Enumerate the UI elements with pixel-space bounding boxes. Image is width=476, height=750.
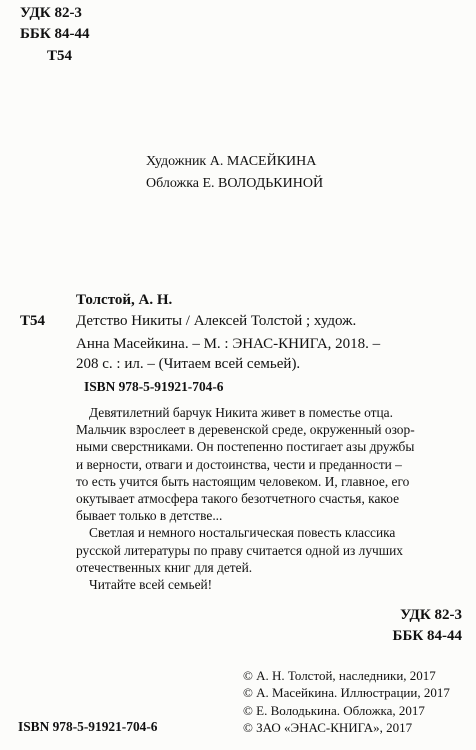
annotation-line: ными сверстниками. Он постепенно постигает азы дружбы	[76, 439, 415, 455]
description-line: Анна Масейкина. – М. : ЭНАС-КНИГА, 2018. –	[76, 336, 381, 352]
udk-code: УДК 82-3	[20, 5, 82, 21]
annotation-line: Светлая и немного ностальгическая повесть классика	[89, 525, 396, 541]
bottom-udk-code: УДК 82-3	[400, 607, 462, 623]
description-line: Детство Никиты / Алексей Толстой ; худож.	[76, 313, 357, 329]
footer-isbn: ISBN 978-5-91921-704-6	[18, 719, 158, 734]
entry-author-sign: Т54	[20, 313, 46, 329]
annotation-line: отечественных книг для детей.	[76, 559, 253, 575]
artist-credit: Художник А. МАСЕЙКИНА	[146, 154, 317, 169]
annotation-line: то есть учится быть настоящим человеком. И, главное, его	[76, 473, 410, 489]
annotation-line: Читайте всей семьей!	[89, 577, 213, 593]
entry-isbn: ISBN 978-5-91921-704-6	[84, 379, 224, 394]
cover-credit: Обложка Е. ВОЛОДЬКИНОЙ	[146, 176, 324, 191]
bibliographic-description	[76, 311, 356, 331]
annotation-line: и верности, отваги и достоинства, чести и преданности –	[76, 456, 402, 472]
annotation-line: окутывает атмосфера такого безотчетного счастья, какое	[76, 491, 400, 507]
copyright-line: © А. Масейкина. Иллюстрации, 2017	[243, 685, 450, 701]
annotation-line: Девятилетний барчук Никита живет в поместье отца.	[89, 405, 393, 420]
author-heading: Толстой, А. Н.	[76, 292, 173, 308]
bbk-code: ББК 84-44	[20, 26, 90, 42]
annotation-line: Мальчик взрослеет в деревенской среде, окруженный озор-	[76, 422, 415, 438]
copyright-line: © ЗАО «ЭНАС-КНИГА», 2017	[243, 719, 413, 735]
annotation-line: русской литературы по праву считается одной из лучших	[76, 542, 403, 558]
bottom-bbk-code: ББК 84-44	[392, 628, 462, 644]
copyright-block	[243, 667, 450, 736]
annotation	[76, 404, 415, 593]
author-sign: Т54	[47, 48, 73, 64]
annotation-line: бывает только в детстве...	[76, 508, 223, 524]
copyright-line: © А. Н. Толстой, наследники, 2017	[243, 668, 436, 683]
description-line: 208 с. : ил. – (Читаем всей семьей).	[76, 356, 301, 372]
copyright-line: © Е. Володькина. Обложка, 2017	[243, 702, 425, 718]
bibliographic-description-cont	[76, 334, 380, 374]
